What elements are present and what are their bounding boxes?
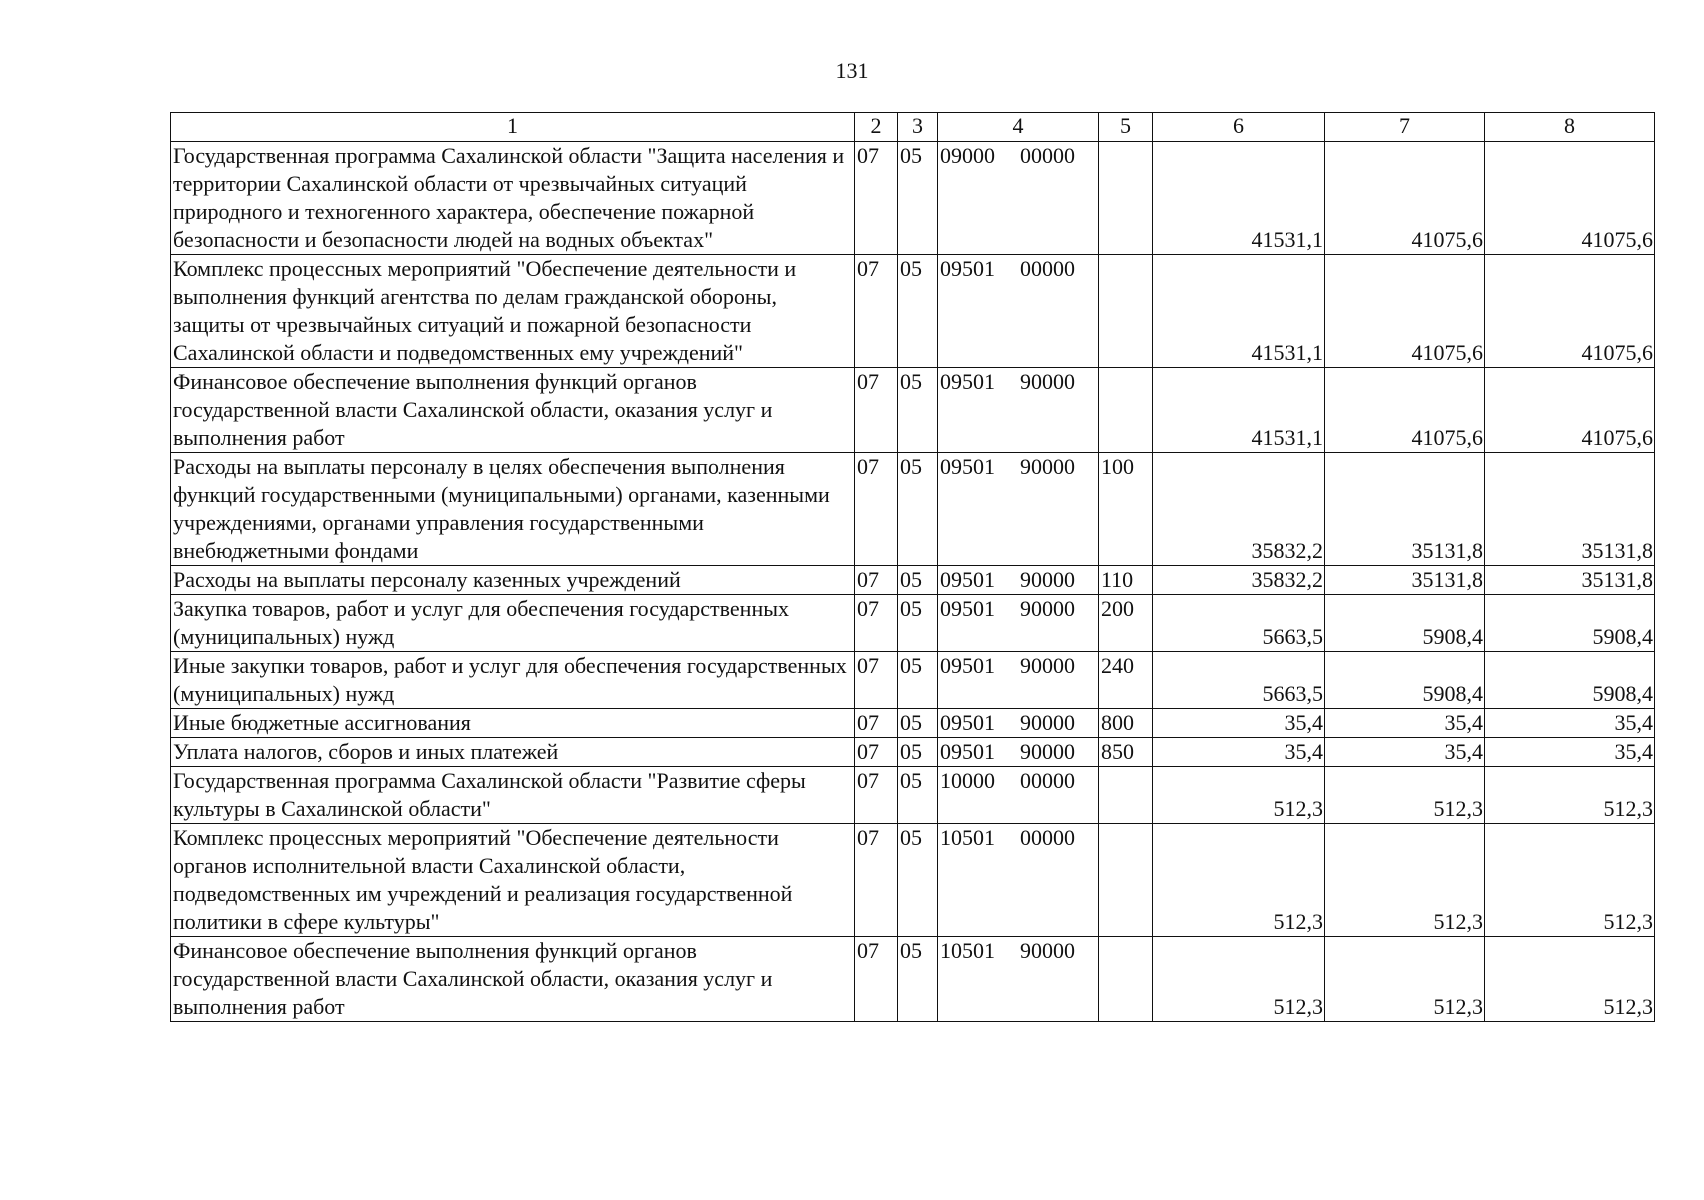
expense-type-code	[1099, 824, 1153, 937]
section-code: 07	[855, 824, 898, 937]
value-col8: 41075,6	[1485, 255, 1655, 368]
section-code: 07	[855, 767, 898, 824]
program-code-sub: 90000	[1020, 567, 1075, 592]
subsection-code: 05	[898, 937, 938, 1022]
subsection-code: 05	[898, 255, 938, 368]
program-code	[938, 255, 1099, 368]
program-code	[938, 368, 1099, 453]
value-col8: 5908,4	[1485, 652, 1655, 709]
expense-type-code: 240	[1099, 652, 1153, 709]
value-col8: 41075,6	[1485, 142, 1655, 255]
column-header: 7	[1325, 113, 1485, 142]
value-col7: 512,3	[1325, 824, 1485, 937]
value-col7: 35,4	[1325, 738, 1485, 767]
table-row	[171, 937, 1655, 1022]
value-col8: 35131,8	[1485, 566, 1655, 595]
program-code	[938, 595, 1099, 652]
value-col8: 35,4	[1485, 709, 1655, 738]
expense-type-code: 200	[1099, 595, 1153, 652]
expense-type-code	[1099, 767, 1153, 824]
section-code: 07	[855, 937, 898, 1022]
program-code-main: 09501	[940, 739, 995, 764]
subsection-code: 05	[898, 566, 938, 595]
subsection-code: 05	[898, 824, 938, 937]
value-col6: 5663,5	[1153, 652, 1325, 709]
value-col6: 41531,1	[1153, 142, 1325, 255]
subsection-code: 05	[898, 142, 938, 255]
header-row	[171, 113, 1655, 142]
program-code-main: 09000	[940, 143, 995, 168]
program-code	[938, 453, 1099, 566]
table-row	[171, 368, 1655, 453]
section-code: 07	[855, 255, 898, 368]
table-row	[171, 738, 1655, 767]
row-description: Иные бюджетные ассигнования	[171, 709, 855, 738]
program-code	[938, 709, 1099, 738]
table-body	[171, 142, 1655, 1022]
column-header: 5	[1099, 113, 1153, 142]
value-col6: 5663,5	[1153, 595, 1325, 652]
program-code-main: 09501	[940, 710, 995, 735]
program-code-sub: 90000	[1020, 938, 1075, 963]
budget-table	[170, 112, 1655, 1022]
program-code-sub: 90000	[1020, 454, 1075, 479]
program-code-sub: 90000	[1020, 653, 1075, 678]
program-code	[938, 566, 1099, 595]
value-col8: 512,3	[1485, 824, 1655, 937]
expense-type-code	[1099, 368, 1153, 453]
subsection-code: 05	[898, 709, 938, 738]
section-code: 07	[855, 453, 898, 566]
expense-type-code	[1099, 937, 1153, 1022]
row-description: Расходы на выплаты персоналу в целях обеспечения выполнения функций государственными (муниципальными) органами, казенными учреждениями, органами управления государственными внебюджетными фондами	[171, 453, 855, 566]
program-code-main: 10501	[940, 825, 995, 850]
program-code-main: 09501	[940, 596, 995, 621]
column-header: 1	[171, 113, 855, 142]
value-col6: 35,4	[1153, 738, 1325, 767]
program-code	[938, 824, 1099, 937]
program-code	[938, 937, 1099, 1022]
program-code-main: 09501	[940, 454, 995, 479]
expense-type-code: 800	[1099, 709, 1153, 738]
row-description: Финансовое обеспечение выполнения функций органов государственной власти Сахалинской области, оказания услуг и выполнения работ	[171, 368, 855, 453]
value-col7: 41075,6	[1325, 368, 1485, 453]
row-description: Иные закупки товаров, работ и услуг для обеспечения государственных (муниципальных) нужд	[171, 652, 855, 709]
table-row	[171, 566, 1655, 595]
program-code-sub: 00000	[1020, 768, 1075, 793]
program-code-sub: 00000	[1020, 256, 1075, 281]
section-code: 07	[855, 595, 898, 652]
program-code	[938, 652, 1099, 709]
value-col7: 41075,6	[1325, 255, 1485, 368]
row-description: Государственная программа Сахалинской области "Развитие сферы культуры в Сахалинской области"	[171, 767, 855, 824]
program-code	[938, 738, 1099, 767]
subsection-code: 05	[898, 652, 938, 709]
row-description: Комплекс процессных мероприятий "Обеспечение деятельности и выполнения функций агентства по делам гражданской обороны, защиты от чрезвычайных ситуаций и пожарной безопасности Сахалинской области и подведомственных ему учреждений"	[171, 255, 855, 368]
row-description: Закупка товаров, работ и услуг для обеспечения государственных (муниципальных) нужд	[171, 595, 855, 652]
section-code: 07	[855, 652, 898, 709]
page-number: 131	[835, 58, 869, 83]
column-header: 4	[938, 113, 1099, 142]
subsection-code: 05	[898, 767, 938, 824]
value-col7: 35131,8	[1325, 566, 1485, 595]
value-col7: 512,3	[1325, 937, 1485, 1022]
program-code-sub: 90000	[1020, 739, 1075, 764]
value-col8: 512,3	[1485, 937, 1655, 1022]
subsection-code: 05	[898, 453, 938, 566]
subsection-code: 05	[898, 595, 938, 652]
value-col6: 35,4	[1153, 709, 1325, 738]
program-code-main: 10501	[940, 938, 995, 963]
expense-type-code: 100	[1099, 453, 1153, 566]
column-header: 2	[855, 113, 898, 142]
row-description: Государственная программа Сахалинской области "Защита населения и территории Сахалинской области от чрезвычайных ситуаций природного и техногенного характера, обеспечение пожарной безопасности и безопасности людей на водных объектах"	[171, 142, 855, 255]
subsection-code: 05	[898, 368, 938, 453]
row-description: Расходы на выплаты персоналу казенных учреждений	[171, 566, 855, 595]
program-code-main: 09501	[940, 567, 995, 592]
section-code: 07	[855, 709, 898, 738]
program-code	[938, 767, 1099, 824]
value-col6: 41531,1	[1153, 368, 1325, 453]
value-col7: 35131,8	[1325, 453, 1485, 566]
program-code-sub: 00000	[1020, 825, 1075, 850]
table-row	[171, 595, 1655, 652]
table-row	[171, 652, 1655, 709]
table-row	[171, 767, 1655, 824]
value-col7: 41075,6	[1325, 142, 1485, 255]
column-header: 3	[898, 113, 938, 142]
row-description: Комплекс процессных мероприятий "Обеспечение деятельности органов исполнительной власти Сахалинской области, подведомственных им учреждений и реализация государственной политики в сфере культуры"	[171, 824, 855, 937]
table-row	[171, 709, 1655, 738]
value-col7: 35,4	[1325, 709, 1485, 738]
value-col7: 512,3	[1325, 767, 1485, 824]
value-col7: 5908,4	[1325, 595, 1485, 652]
value-col6: 512,3	[1153, 767, 1325, 824]
program-code-main: 09501	[940, 369, 995, 394]
section-code: 07	[855, 142, 898, 255]
subsection-code: 05	[898, 738, 938, 767]
program-code-sub: 90000	[1020, 369, 1075, 394]
value-col8: 512,3	[1485, 767, 1655, 824]
expense-type-code: 850	[1099, 738, 1153, 767]
row-description: Финансовое обеспечение выполнения функций органов государственной власти Сахалинской области, оказания услуг и выполнения работ	[171, 937, 855, 1022]
value-col6: 512,3	[1153, 824, 1325, 937]
value-col8: 35,4	[1485, 738, 1655, 767]
program-code-sub: 90000	[1020, 710, 1075, 735]
value-col8: 5908,4	[1485, 595, 1655, 652]
value-col8: 35131,8	[1485, 453, 1655, 566]
table-row	[171, 142, 1655, 255]
value-col8: 41075,6	[1485, 368, 1655, 453]
table-row	[171, 255, 1655, 368]
program-code-sub: 00000	[1020, 143, 1075, 168]
table-row	[171, 824, 1655, 937]
value-col6: 41531,1	[1153, 255, 1325, 368]
program-code-main: 09501	[940, 653, 995, 678]
expense-type-code	[1099, 142, 1153, 255]
section-code: 07	[855, 738, 898, 767]
expense-type-code	[1099, 255, 1153, 368]
column-header: 8	[1485, 113, 1655, 142]
expense-type-code: 110	[1099, 566, 1153, 595]
value-col6: 35832,2	[1153, 566, 1325, 595]
program-code	[938, 142, 1099, 255]
table-row	[171, 453, 1655, 566]
program-code-main: 10000	[940, 768, 995, 793]
program-code-main: 09501	[940, 256, 995, 281]
value-col7: 5908,4	[1325, 652, 1485, 709]
value-col6: 35832,2	[1153, 453, 1325, 566]
section-code: 07	[855, 566, 898, 595]
section-code: 07	[855, 368, 898, 453]
program-code-sub: 90000	[1020, 596, 1075, 621]
row-description: Уплата налогов, сборов и иных платежей	[171, 738, 855, 767]
column-header: 6	[1153, 113, 1325, 142]
value-col6: 512,3	[1153, 937, 1325, 1022]
